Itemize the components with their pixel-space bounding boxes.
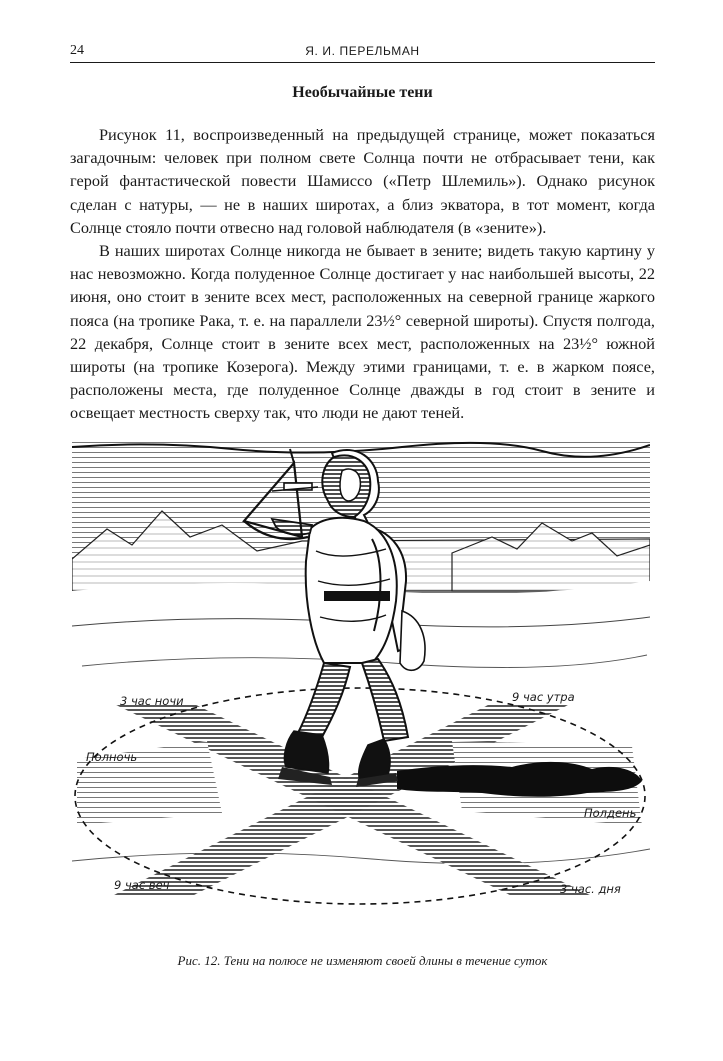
section-title: Необычайные тени — [292, 84, 433, 101]
paragraph-1: Рисунок 11, воспроизведенный на предыдущей странице, может показаться загадочным: человек при полном свете Солнца почти не отбрасывает тени, как герой фантастической повести Шамиссо («Петр Шлемиль»). Однако рисунок сделан с натуры, — не в наших широтах, а близ экватора, в тот момент, когда Солнце стояло почти отвесно над головой наблюдателя (в «зените»). — [70, 125, 655, 237]
figure-illustration — [72, 441, 650, 919]
page-number: 24 — [70, 43, 84, 58]
label-9-am: 9 час утра — [512, 690, 575, 704]
label-midnight: Полночь — [86, 750, 138, 764]
label-3-pm: 3 час. дня — [560, 882, 621, 896]
running-title: Я. И. ПЕРЕЛЬМАН — [305, 44, 420, 58]
label-3-am: 3 час ночи — [120, 694, 184, 708]
label-9-pm: 9 час веч — [114, 878, 170, 892]
figure-caption: Рис. 12. Тени на полюсе не изменяют своей длины в течение суток — [177, 953, 548, 968]
figure-drawing — [72, 441, 650, 919]
paragraph-2: В наших широтах Солнце никогда не бывает в зените; видеть такую картину у нас невозможно. Когда полуденное Солнце достигает у нас наибольшей высоты, 22 июня, оно стоит в зените всех мест, расположенных на северной границе жаркого пояса (на тропике Рака, т. е. на параллели 23½° северной широты). Спустя полгода, 22 декабря, Солнце стоит в зените всех мест, расположенных на 23½° южной широты (на тропике Козерога). Между этими границами, т. е. в жарком поясе, расположены места, где полуденное Солнце дважды в год стоит в зените и освещает местность сверху так, что люди не дают теней. — [70, 241, 655, 423]
man-shadow — [397, 762, 642, 797]
label-noon: Полдень — [584, 806, 637, 820]
body-text — [70, 123, 655, 425]
running-head — [70, 42, 655, 63]
